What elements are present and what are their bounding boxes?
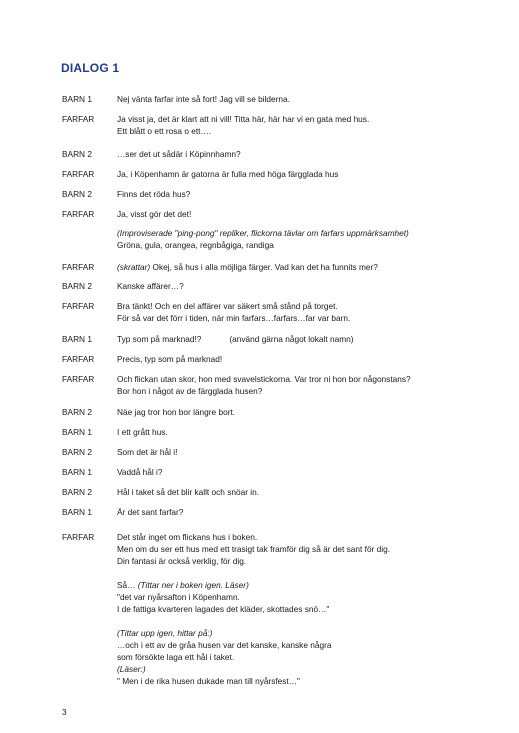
dialog-row — [62, 261, 378, 273]
dialog-lines — [117, 426, 168, 438]
dialog-lines — [117, 93, 290, 105]
dialog-row — [62, 531, 390, 687]
stage-direction: (Läser:) — [117, 664, 146, 674]
dialog-line — [117, 675, 390, 687]
line-text: "det var nyårsafton i Köpenhamn. — [117, 592, 240, 602]
speaker-name: BARN 1 — [62, 427, 92, 437]
dialog-lines — [117, 168, 338, 180]
dialog-line — [117, 466, 163, 478]
speaker-name: FARFAR — [62, 262, 95, 272]
line-text: Vaddå hål i? — [117, 467, 163, 477]
line-text: Ett blått o ett rosa o ett…. — [117, 126, 212, 136]
speaker-name: BARN 1 — [62, 467, 92, 477]
speaker-name: FARFAR — [62, 354, 95, 364]
dialog-lines — [117, 531, 390, 687]
line-text: Din fantasi är också verklig, för dig. — [117, 556, 247, 566]
dialog-row — [62, 168, 338, 180]
dialog-row — [62, 113, 369, 137]
line-text: I de fattiga kvarteren lagades det kläder, skottades snö…" — [117, 604, 330, 614]
line-text: som försökte laga ett hål i taket. — [117, 652, 235, 662]
speaker-name: BARN 1 — [62, 334, 92, 344]
stage-direction: (Tittar ner i boken igen. Läser) — [137, 580, 249, 590]
dialog-line — [117, 543, 390, 555]
speaker-name: BARN 1 — [62, 507, 92, 517]
dialog-lines — [117, 280, 184, 292]
speaker-name: BARN 1 — [62, 94, 92, 104]
line-text: Är det sant farfar? — [117, 507, 184, 517]
dialog-row — [62, 486, 259, 498]
line-text: Typ som på marknad!? — [117, 334, 202, 344]
speaker-name: BARN 2 — [62, 281, 92, 291]
dialog-row — [62, 373, 411, 397]
dialog-line — [117, 353, 222, 365]
dialog-row — [62, 300, 350, 324]
dialog-row — [62, 280, 184, 292]
dialog-line — [117, 531, 390, 543]
dialog-row — [62, 188, 190, 200]
dialog-line — [117, 333, 353, 345]
page-title: DIALOG 1 — [61, 61, 120, 75]
dialog-lines — [117, 406, 235, 418]
dialog-row — [62, 227, 409, 251]
line-text: Ja, i Köpenhamn är gatorna är fulla med höga färgglada hus — [117, 169, 339, 179]
dialog-line — [117, 280, 184, 292]
dialog-line — [117, 168, 338, 180]
dialog-row — [62, 446, 177, 458]
dialog-row — [62, 406, 235, 418]
speaker-name: BARN 2 — [62, 149, 92, 159]
dialog-line — [117, 300, 350, 312]
dialog-line — [117, 506, 183, 518]
speaker-name — [62, 227, 117, 251]
dialog-row — [62, 93, 290, 105]
stage-direction: (Tittar upp igen, hittar på:) — [117, 628, 213, 638]
dialog-row — [62, 466, 163, 478]
line-text: Nej vänta farfar inte så fort! Jag vill se bilderna. — [117, 94, 290, 104]
speaker-name: FARFAR — [62, 169, 95, 179]
dialog-lines — [117, 466, 163, 478]
line-text: Ja, visst gör det det! — [117, 209, 192, 219]
dialog-line — [117, 603, 390, 615]
line-text: …ser det ut sådär i Köpinnhamn? — [117, 149, 241, 159]
dialog-line — [117, 651, 390, 663]
line-text: Och flickan utan skor, hon med svavelstickorna. Var tror ni hon bor någonstans? — [117, 374, 411, 384]
dialog-lines — [117, 188, 190, 200]
stage-note: (använd gärna något lokalt namn) — [229, 334, 354, 344]
dialog-lines — [117, 113, 369, 137]
speaker-name: BARN 2 — [62, 189, 92, 199]
dialog-row — [62, 506, 183, 518]
dialog-line — [117, 312, 350, 324]
dialog-line — [117, 113, 369, 125]
dialog-lines — [117, 446, 177, 458]
dialog-line — [117, 188, 190, 200]
dialog-line — [117, 208, 191, 220]
stage-direction: (skrattar) — [117, 262, 151, 272]
dialog-line — [117, 148, 241, 160]
speaker-name: FARFAR — [62, 209, 95, 219]
speaker-name: BARN 2 — [62, 447, 92, 457]
dialog-line — [117, 239, 409, 251]
dialog-lines — [117, 353, 222, 365]
dialog-line — [117, 627, 390, 639]
dialog-line — [117, 406, 235, 418]
dialog-row — [62, 208, 191, 220]
line-text: Precis, typ som på marknad! — [117, 354, 223, 364]
dialog-lines — [117, 148, 241, 160]
line-text: Som det är hål i! — [117, 447, 178, 457]
speaker-name: FARFAR — [62, 532, 95, 542]
line-text: Bor hon i något av de färgglada husen? — [117, 386, 263, 396]
line-text: Näe jag tror hon bor längre bort. — [117, 407, 236, 417]
line-text: Så… — [117, 580, 138, 590]
line-text: Okej, så hus i alla möjliga färger. Vad kan det ha funnits mer? — [150, 262, 378, 272]
line-text: Men om du ser ett hus med ett trasigt tak framför dig så är det sant för dig. — [117, 544, 390, 554]
dialog-line — [117, 385, 411, 397]
line-text: " Men i de rika husen dukade man till nyårsfest…" — [117, 676, 300, 686]
dialog-line — [117, 261, 378, 273]
speaker-name: BARN 2 — [62, 407, 92, 417]
line-text: För så var det förr i tiden, när min farfars…farfars…far var barn. — [117, 313, 351, 323]
dialog-line — [117, 591, 390, 603]
line-text: Det står inget om flickans hus i boken. — [117, 532, 258, 542]
dialog-line — [117, 426, 168, 438]
dialog-line — [117, 567, 390, 579]
speaker-name: BARN 2 — [62, 487, 92, 497]
line-text: Bra tänkt! Och en del affärer var säkert små stånd på torget. — [117, 301, 338, 311]
dialog-lines — [117, 333, 353, 345]
stage-direction: (Improviserade "ping-pong" repliker, flickorna tävlar om farfars uppmärksamhet) — [117, 228, 409, 238]
line-text: Gröna, gula, orangea, regnbågiga, randiga — [117, 240, 274, 250]
dialog-row — [62, 426, 168, 438]
line-text: Hål i taket så det blir kallt och snöar in. — [117, 487, 260, 497]
dialog-lines — [117, 373, 411, 397]
dialog-row — [62, 333, 353, 345]
dialog-line — [117, 615, 390, 627]
speaker-name: FARFAR — [62, 114, 95, 124]
dialog-line — [117, 227, 409, 239]
dialog-row — [62, 148, 241, 160]
dialog-lines — [117, 261, 378, 273]
dialog-line — [117, 93, 290, 105]
line-text: Finns det röda hus? — [117, 189, 191, 199]
dialog-line — [117, 373, 411, 385]
line-text: I ett grått hus. — [117, 427, 168, 437]
speaker-name: FARFAR — [62, 301, 95, 311]
dialog-lines — [117, 300, 350, 324]
dialog-line — [117, 555, 390, 567]
dialog-lines — [117, 208, 191, 220]
line-text: Ja visst ja, det är klart att ni vill! Titta här, här har vi en gata med hus. — [117, 114, 370, 124]
dialog-line — [117, 125, 369, 137]
line-text: Kanske affärer…? — [117, 281, 184, 291]
dialog-line — [117, 486, 259, 498]
dialog-row — [62, 353, 222, 365]
dialog-lines — [117, 227, 409, 251]
page-number: 3 — [62, 707, 67, 717]
dialog-lines — [117, 506, 183, 518]
dialog-line — [117, 446, 177, 458]
line-text: …och i ett av de gråa husen var det kanske, kanske några — [117, 640, 332, 650]
dialog-lines — [117, 486, 259, 498]
dialog-line — [117, 579, 390, 591]
dialog-line — [117, 639, 390, 651]
speaker-name: FARFAR — [62, 374, 95, 384]
dialog-line — [117, 663, 390, 675]
